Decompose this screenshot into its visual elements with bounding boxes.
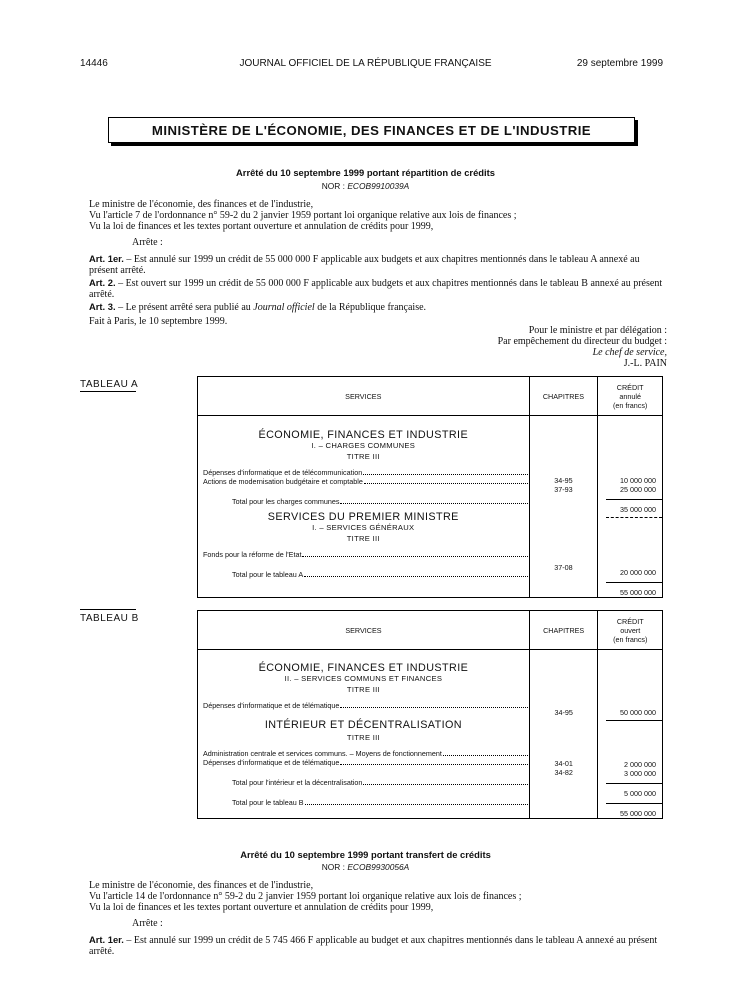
services-cell xyxy=(198,416,530,598)
col-credit xyxy=(598,611,663,650)
signatory: J.-L. PAIN xyxy=(623,358,667,369)
table-row xyxy=(198,701,529,710)
section-subheading: II. – SERVICES COMMUNS ET FINANCES xyxy=(284,674,443,683)
amounts-cell xyxy=(598,416,663,598)
chapitres-cell xyxy=(529,416,598,598)
chapter-number: 34-01 xyxy=(554,759,573,768)
row-label: Dépenses d'informatique et de télématique xyxy=(203,758,340,767)
arrete1-title: Arrêté du 10 septembre 1999 portant répartition de crédits xyxy=(236,167,495,178)
amount: 20 000 000 xyxy=(620,568,656,577)
signature-block xyxy=(367,325,667,369)
row-label: Total pour les charges communes xyxy=(232,497,340,506)
chapter-number: 34-95 xyxy=(554,708,573,717)
tableau-a-rule xyxy=(80,391,136,392)
row-label: Dépenses d'informatique et de télécommunication xyxy=(203,468,363,477)
col-chapitres: CHAPITRES xyxy=(529,377,598,416)
arrete2-nor xyxy=(0,862,731,872)
table-row xyxy=(198,749,529,758)
total-amount: 55 000 000 xyxy=(620,809,656,818)
amount: 25 000 000 xyxy=(620,485,656,494)
total-row xyxy=(198,570,529,579)
row-label: Total pour le tableau A xyxy=(232,570,304,579)
art-text: de la République française. xyxy=(314,302,427,313)
credit-h1: CRÉDIT xyxy=(616,382,644,392)
row-label: Total pour l'intérieur et la décentralisation xyxy=(232,778,363,787)
total-row xyxy=(198,778,529,787)
sig-line: Par empêchement du directeur du budget : xyxy=(497,336,667,347)
section-subheading: I. – CHARGES COMMUNES xyxy=(311,441,416,450)
arrete2-arrete: Arrête : xyxy=(132,918,163,929)
intro-line: Le ministre de l'économie, des finances et de l'industrie, xyxy=(89,199,314,210)
art-label: Art. 1er. xyxy=(89,253,124,264)
art-label: Art. 2. xyxy=(89,277,116,288)
page-number: 14446 xyxy=(80,58,108,69)
total-amount: 35 000 000 xyxy=(620,505,656,514)
total-rule xyxy=(606,582,662,583)
intro-line: Vu la loi de finances et les textes portant ouverture et annulation de crédits pour 1999, xyxy=(89,221,434,232)
table-row xyxy=(198,468,529,477)
tableau-b-label: TABLEAU B xyxy=(80,613,139,624)
intro-line: Le ministre de l'économie, des finances et de l'industrie, xyxy=(89,880,314,891)
subtotal-rule xyxy=(606,499,662,500)
chapter-number: 37-08 xyxy=(554,563,573,572)
arrete1-arrete: Arrête : xyxy=(132,237,163,248)
credit-h2: ouvert xyxy=(620,625,641,635)
amount: 3 000 000 xyxy=(624,769,656,778)
chapter-number: 37-93 xyxy=(554,485,573,494)
nor-label: NOR : xyxy=(321,181,348,191)
row-label: Fonds pour la réforme de l'Etat xyxy=(203,550,302,559)
tableau-a xyxy=(197,376,663,598)
art3 xyxy=(89,301,669,313)
issue-date: 29 septembre 1999 xyxy=(576,58,663,69)
art1 xyxy=(89,253,669,276)
sig-line: Pour le ministre et par délégation : xyxy=(528,325,667,336)
art-text: – Est annulé sur 1999 un crédit de 5 745 466 F applicable au budget et aux chapitres mentionnés dans le tableau A annexé au présent arrêté. xyxy=(89,935,658,957)
chapitres-cell xyxy=(529,650,598,819)
credit-h3: (en francs) xyxy=(612,400,648,410)
total-rule xyxy=(606,803,662,804)
sig-line: Le chef de service, xyxy=(592,347,667,358)
total-amount: 55 000 000 xyxy=(620,588,656,597)
table-row xyxy=(198,550,529,559)
table-row xyxy=(198,758,529,767)
intro-line: Vu l'article 14 de l'ordonnance n° 59-2 du 2 janvier 1959 portant loi organique relative aux lois de finances ; xyxy=(89,891,522,902)
titre: TITRE III xyxy=(346,733,380,742)
credit-h1: CRÉDIT xyxy=(616,616,644,626)
arrete2-intro xyxy=(89,880,669,913)
services-cell xyxy=(198,650,530,819)
art-text: – Est annulé sur 1999 un crédit de 55 000 000 F applicable aux budgets et aux chapitres mentionnés dans le tableau A annexé au présent arrêté. xyxy=(89,254,640,276)
chapter-number: 34-82 xyxy=(554,768,573,777)
section-heading: SERVICES DU PREMIER MINISTRE xyxy=(267,511,459,523)
tableau-b xyxy=(197,610,663,819)
art-text: – Est ouvert sur 1999 un crédit de 55 000 000 F applicable aux budgets et aux chapitres mentionnés dans le tableau B annexé au présent arrêté. xyxy=(89,278,663,300)
amount: 2 000 000 xyxy=(624,760,656,769)
row-label: Actions de modernisation budgétaire et comptable xyxy=(203,477,363,486)
amount: 50 000 000 xyxy=(620,708,656,717)
section-heading: INTÉRIEUR ET DÉCENTRALISATION xyxy=(264,719,462,731)
col-services: SERVICES xyxy=(198,377,530,416)
titre: TITRE III xyxy=(346,534,380,543)
tableau-a-label: TABLEAU A xyxy=(80,379,139,390)
col-chapitres: CHAPITRES xyxy=(529,611,598,650)
arrete1-intro xyxy=(89,199,669,232)
row-label: Dépenses d'informatique et de télématique xyxy=(203,701,340,710)
total-row xyxy=(198,497,529,506)
titre: TITRE III xyxy=(346,452,380,461)
journal-name: Journal officiel xyxy=(253,302,315,313)
fait-a-paris: Fait à Paris, le 10 septembre 1999. xyxy=(89,316,228,327)
row-label: Total pour le tableau B xyxy=(232,798,304,807)
art-label: Art. 1er. xyxy=(89,934,124,945)
subtotal-rule xyxy=(606,783,662,784)
nor-code: ECOB9930056A xyxy=(347,862,410,872)
section-subheading: I. – SERVICES GÉNÉRAUX xyxy=(312,523,415,532)
ministry-heading: MINISTÈRE DE L'ÉCONOMIE, DES FINANCES ET DE L'INDUSTRIE xyxy=(108,117,635,143)
journal-title: JOURNAL OFFICIEL DE LA RÉPUBLIQUE FRANÇAISE xyxy=(239,58,492,69)
arrete2-title: Arrêté du 10 septembre 1999 portant transfert de crédits xyxy=(240,849,491,860)
col-services: SERVICES xyxy=(198,611,530,650)
arrete2-art1 xyxy=(89,934,669,957)
tableau-b-rule xyxy=(80,609,136,610)
section-heading: ÉCONOMIE, FINANCES ET INDUSTRIE xyxy=(258,429,469,441)
amount: 10 000 000 xyxy=(620,476,656,485)
section-heading: ÉCONOMIE, FINANCES ET INDUSTRIE xyxy=(258,662,469,674)
table-row xyxy=(198,477,529,486)
titre: TITRE III xyxy=(346,685,380,694)
total-amount: 5 000 000 xyxy=(624,789,656,798)
chapter-number: 34-95 xyxy=(554,476,573,485)
nor-label: NOR : xyxy=(321,862,348,872)
intro-line: Vu la loi de finances et les textes portant ouverture et annulation de crédits pour 1999, xyxy=(89,902,434,913)
intro-line: Vu l'article 7 de l'ordonnance n° 59-2 du 2 janvier 1959 portant loi organique relative aux lois de finances ; xyxy=(89,210,517,221)
art-text: – Le présent arrêté sera publié au xyxy=(115,302,254,313)
arrete1-nor xyxy=(0,181,731,191)
credit-h3: (en francs) xyxy=(613,634,648,644)
art2 xyxy=(89,277,669,300)
row-label: Administration centrale et services communs. – Moyens de fonctionnement xyxy=(203,749,442,758)
art-label: Art. 3. xyxy=(89,301,116,312)
nor-code: ECOB9910039A xyxy=(347,181,410,191)
credit-h2: annulé xyxy=(619,391,641,401)
amounts-cell xyxy=(598,650,663,819)
col-credit xyxy=(598,377,663,416)
total-row xyxy=(198,798,529,807)
